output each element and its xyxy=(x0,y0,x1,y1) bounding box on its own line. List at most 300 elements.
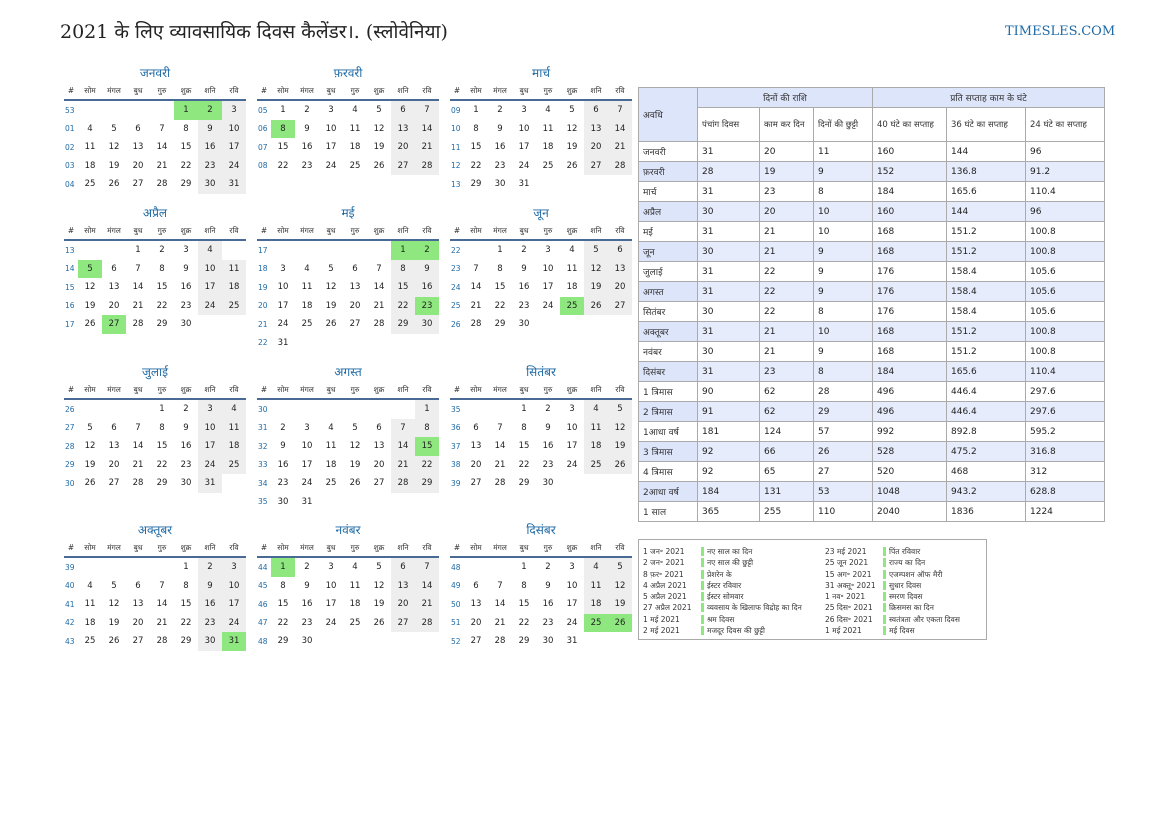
day-cell: 30 xyxy=(180,319,192,330)
weekday-header: शुक्र xyxy=(174,381,198,399)
day-cell: 19 xyxy=(349,459,361,470)
weekday-header: मंगल xyxy=(102,539,126,557)
day-cell: 6 xyxy=(352,263,358,274)
day-cell: 5 xyxy=(111,580,117,591)
holiday-item xyxy=(825,614,960,625)
day-cell xyxy=(126,557,150,577)
week-row xyxy=(257,278,439,297)
weekday-header: बुध xyxy=(126,539,150,557)
hours-group-header: प्रति सप्ताह काम के घंटे xyxy=(873,88,1105,108)
day-cell: 14 xyxy=(608,120,632,139)
day-cell: 19 xyxy=(608,437,632,456)
week-number: 32 xyxy=(258,441,268,451)
day-cell: 4 xyxy=(352,105,358,116)
day-cell: 24 xyxy=(325,617,337,628)
week-row xyxy=(257,315,439,334)
week-number: 48 xyxy=(258,636,268,646)
week-number: 39 xyxy=(451,478,461,488)
weekday-header: सोम xyxy=(271,381,295,399)
day-cell: 17 xyxy=(518,142,530,153)
weekday-header: शनि xyxy=(584,222,608,240)
day-cell: 14 xyxy=(391,437,415,456)
summary-value: 26 xyxy=(814,442,873,462)
day-cell: 3 xyxy=(545,245,551,256)
week-row xyxy=(450,595,632,614)
weekday-header: सोम xyxy=(271,539,295,557)
day-cell: 23 xyxy=(301,617,313,628)
month-calendar xyxy=(257,204,439,352)
weekday-header: गुरु xyxy=(343,539,367,557)
day-cell: 27 xyxy=(132,636,144,647)
day-cell: 4 xyxy=(584,399,608,419)
summary-value: 28 xyxy=(814,382,873,402)
week-number: 22 xyxy=(451,245,461,255)
day-cell: 22 xyxy=(156,459,168,470)
summary-value: 1836 xyxy=(947,502,1026,522)
day-cell xyxy=(295,240,319,260)
holiday-name: नए साल का दिन xyxy=(701,547,752,556)
summary-value: 446.4 xyxy=(947,382,1026,402)
week-row xyxy=(257,595,439,614)
week-number: 27 xyxy=(65,423,75,433)
day-cell xyxy=(488,399,512,419)
week-number: 38 xyxy=(451,460,461,470)
weekday-header: # xyxy=(450,222,464,240)
month-name: फ़रवरी xyxy=(333,66,363,80)
day-cell: 30 xyxy=(494,179,506,190)
summary-row xyxy=(639,242,1105,262)
week-row xyxy=(64,614,246,633)
day-cell: 20 xyxy=(108,459,120,470)
holiday-item xyxy=(825,625,960,636)
weekday-header: रवि xyxy=(608,381,632,399)
week-number: 17 xyxy=(258,245,268,255)
weekday-header: # xyxy=(450,82,464,100)
summary-row xyxy=(639,502,1105,522)
day-cell: 19 xyxy=(566,142,578,153)
day-cell: 6 xyxy=(135,123,141,134)
day-cell: 2 xyxy=(304,562,310,573)
week-number: 30 xyxy=(258,404,268,414)
day-cell xyxy=(367,493,391,512)
week-number: 35 xyxy=(451,404,461,414)
summary-value: 297.6 xyxy=(1026,382,1105,402)
summary-value: 475.2 xyxy=(947,442,1026,462)
week-row xyxy=(257,399,439,419)
day-cell: 31 xyxy=(277,337,289,348)
weekday-header: गुरु xyxy=(536,222,560,240)
day-cell: 20 xyxy=(108,300,120,311)
day-cell: 22 xyxy=(494,300,506,311)
day-cell: 15 xyxy=(518,599,530,610)
day-cell: 19 xyxy=(84,459,96,470)
day-cell: 14 xyxy=(494,441,506,452)
holiday-item xyxy=(643,625,802,636)
summary-row xyxy=(639,302,1105,322)
summary-row xyxy=(639,402,1105,422)
week-row xyxy=(450,437,632,456)
week-row xyxy=(450,100,632,120)
day-cell: 24 xyxy=(301,478,313,489)
day-cell: 25 xyxy=(542,160,554,171)
day-cell: 30 xyxy=(415,315,439,334)
week-row xyxy=(64,632,246,651)
day-cell: 19 xyxy=(608,595,632,614)
day-cell: 11 xyxy=(84,142,96,153)
day-cell: 18 xyxy=(222,278,246,297)
summary-value: 160 xyxy=(873,142,947,162)
day-cell: 16 xyxy=(518,282,530,293)
day-cell: 21 xyxy=(494,617,506,628)
day-cell: 1 xyxy=(280,105,286,116)
month-calendar xyxy=(450,204,632,334)
weekday-header: बुध xyxy=(512,381,536,399)
week-row xyxy=(257,100,439,120)
day-cell: 15 xyxy=(470,142,482,153)
week-row xyxy=(64,474,246,493)
summary-value: 184 xyxy=(873,362,947,382)
day-cell: 25 xyxy=(560,297,584,316)
day-cell: 20 xyxy=(584,138,608,157)
week-row xyxy=(64,278,246,297)
weekday-header: रवि xyxy=(222,222,246,240)
day-cell xyxy=(222,240,246,260)
day-cell: 12 xyxy=(84,441,96,452)
month-name: सितंबर xyxy=(526,365,556,379)
week-row xyxy=(450,157,632,176)
day-cell: 28 xyxy=(470,319,482,330)
summary-row xyxy=(639,282,1105,302)
day-cell: 4 xyxy=(87,580,93,591)
holiday-item xyxy=(825,569,960,580)
day-cell xyxy=(150,100,174,120)
day-cell: 23 xyxy=(198,157,222,176)
day-cell: 10 xyxy=(222,120,246,139)
holiday-date: 1 मई 2021 xyxy=(643,614,680,624)
week-number: 19 xyxy=(258,282,268,292)
week-row xyxy=(64,175,246,194)
summary-value: 10 xyxy=(814,222,873,242)
day-cell: 10 xyxy=(518,123,530,134)
day-cell xyxy=(415,493,439,512)
day-cell: 12 xyxy=(608,419,632,438)
day-cell: 28 xyxy=(373,319,385,330)
summary-row xyxy=(639,162,1105,182)
day-cell: 29 xyxy=(518,636,530,647)
holiday-item xyxy=(825,591,960,602)
holiday-name: ईस्टर सोमवार xyxy=(701,592,744,601)
day-cell: 12 xyxy=(108,599,120,610)
day-cell: 14 xyxy=(156,599,168,610)
day-cell: 14 xyxy=(470,282,482,293)
weekday-header: शुक्र xyxy=(367,222,391,240)
day-cell: 1 xyxy=(415,399,439,419)
day-cell: 24 xyxy=(222,157,246,176)
day-cell: 30 xyxy=(180,478,192,489)
summary-value: 144 xyxy=(947,142,1026,162)
day-cell: 13 xyxy=(470,599,482,610)
day-cell xyxy=(222,474,246,493)
day-cell: 1 xyxy=(183,562,189,573)
week-number: 26 xyxy=(65,404,75,414)
day-cell: 19 xyxy=(325,300,337,311)
summary-row xyxy=(639,362,1105,382)
holiday-item xyxy=(643,569,802,580)
weekday-header: गुरु xyxy=(536,539,560,557)
day-cell: 9 xyxy=(521,263,527,274)
day-cell: 8 xyxy=(415,419,439,438)
day-cell xyxy=(464,399,488,419)
weekday-header: शुक्र xyxy=(174,222,198,240)
day-cell: 26 xyxy=(108,636,120,647)
week-row xyxy=(64,240,246,260)
summary-value: 144 xyxy=(947,202,1026,222)
summary-value: 31 xyxy=(698,182,760,202)
week-number: 36 xyxy=(451,423,461,433)
day-cell: 26 xyxy=(108,179,120,190)
day-cell: 1 xyxy=(521,562,527,573)
summary-row xyxy=(639,422,1105,442)
week-number: 26 xyxy=(451,319,461,329)
day-cell: 9 xyxy=(304,580,310,591)
week-number: 13 xyxy=(65,245,75,255)
summary-value: 96 xyxy=(1026,202,1105,222)
summary-value: 31 xyxy=(698,362,760,382)
summary-value: 176 xyxy=(873,302,947,322)
weekday-header: सोम xyxy=(271,222,295,240)
weekday-header: शनि xyxy=(198,82,222,100)
day-cell: 21 xyxy=(391,456,415,475)
month-name: अगस्त xyxy=(334,365,362,379)
day-cell: 29 xyxy=(518,478,530,489)
day-cell xyxy=(415,334,439,353)
day-cell: 16 xyxy=(542,599,554,610)
day-cell: 25 xyxy=(584,456,608,475)
holiday-item xyxy=(825,557,960,568)
month-name: मई xyxy=(341,206,355,220)
week-row xyxy=(257,456,439,475)
weekday-header: रवि xyxy=(415,222,439,240)
day-cell: 4 xyxy=(222,399,246,419)
summary-value: 151.2 xyxy=(947,242,1026,262)
day-cell xyxy=(78,240,102,260)
day-cell: 23 xyxy=(180,300,192,311)
day-cell xyxy=(271,399,295,419)
period-label: मार्च xyxy=(639,182,698,202)
day-cell xyxy=(608,632,632,651)
day-cell: 1 xyxy=(497,245,503,256)
day-cell: 11 xyxy=(222,419,246,438)
day-cell: 8 xyxy=(159,422,165,433)
day-cell: 17 xyxy=(222,595,246,614)
summary-value: 184 xyxy=(873,182,947,202)
summary-value: 65 xyxy=(760,462,814,482)
week-row xyxy=(450,278,632,297)
day-cell: 28 xyxy=(415,157,439,176)
day-cell: 8 xyxy=(521,580,527,591)
day-cell: 5 xyxy=(352,422,358,433)
day-cell: 4 xyxy=(87,123,93,134)
day-cell: 21 xyxy=(132,459,144,470)
summary-value: 124 xyxy=(760,422,814,442)
summary-value: 152 xyxy=(873,162,947,182)
day-cell xyxy=(415,632,439,651)
holiday-date: 2 जन॰ 2021 xyxy=(643,558,685,568)
week-row xyxy=(257,577,439,596)
day-cell: 9 xyxy=(183,263,189,274)
site-link[interactable]: TIMESLES.COM xyxy=(1005,24,1116,39)
summary-value: 151.2 xyxy=(947,322,1026,342)
holiday-name: स्मरण दिवस xyxy=(883,592,922,601)
summary-value: 91 xyxy=(698,402,760,422)
day-cell: 2 xyxy=(415,240,439,260)
week-row xyxy=(257,557,439,577)
holiday-date: 23 मई 2021 xyxy=(825,547,867,556)
summary-value: 110 xyxy=(814,502,873,522)
weekday-header: # xyxy=(257,222,271,240)
day-cell: 29 xyxy=(415,474,439,493)
summary-value: 90 xyxy=(698,382,760,402)
weekday-header: रवि xyxy=(222,381,246,399)
weekday-header: सोम xyxy=(78,222,102,240)
day-cell xyxy=(391,632,415,651)
day-cell: 28 xyxy=(132,319,144,330)
week-row xyxy=(64,100,246,120)
summary-value: 8 xyxy=(814,302,873,322)
day-cell: 10 xyxy=(325,580,337,591)
day-cell: 19 xyxy=(584,278,608,297)
day-cell: 22 xyxy=(470,160,482,171)
day-cell: 10 xyxy=(325,123,337,134)
holiday-name: मई दिवस xyxy=(883,626,915,635)
day-cell: 6 xyxy=(391,557,415,577)
day-cell: 15 xyxy=(277,142,289,153)
holiday-name: क्रिसमस का दिन xyxy=(883,603,934,612)
week-number: 16 xyxy=(65,301,75,311)
weekday-header: शनि xyxy=(584,539,608,557)
weekday-header: गुरु xyxy=(536,381,560,399)
summary-column-header: दिनों की छुट्टी xyxy=(814,108,873,142)
day-cell: 23 xyxy=(277,478,289,489)
day-cell: 18 xyxy=(301,300,313,311)
week-row xyxy=(64,595,246,614)
summary-value: 23 xyxy=(760,182,814,202)
day-cell: 5 xyxy=(569,105,575,116)
weekday-header: शुक्र xyxy=(560,381,584,399)
summary-column-header: पंचांग दिवस xyxy=(698,108,760,142)
weekday-header: गुरु xyxy=(150,381,174,399)
week-row xyxy=(64,297,246,316)
day-cell: 30 xyxy=(542,636,554,647)
week-number: 12 xyxy=(451,161,461,171)
holiday-date: 27 अप्रैल 2021 xyxy=(643,603,692,613)
summary-value: 92 xyxy=(698,462,760,482)
day-cell: 10 xyxy=(277,282,289,293)
day-cell: 19 xyxy=(373,142,385,153)
holiday-name: ईस्टर रविवार xyxy=(701,581,741,590)
day-cell: 15 xyxy=(494,282,506,293)
day-cell: 10 xyxy=(542,263,554,274)
day-cell: 28 xyxy=(156,179,168,190)
summary-row xyxy=(639,142,1105,162)
day-cell: 3 xyxy=(198,399,222,419)
period-header: अवधि xyxy=(639,88,698,142)
day-cell: 22 xyxy=(518,617,530,628)
weekday-header: मंगल xyxy=(295,381,319,399)
month-calendar xyxy=(64,204,246,334)
day-cell: 10 xyxy=(566,580,578,591)
summary-value: 21 xyxy=(760,342,814,362)
weekday-header: रवि xyxy=(222,82,246,100)
day-cell: 17 xyxy=(566,599,578,610)
period-label: 3 त्रिमास xyxy=(639,442,698,462)
day-cell: 30 xyxy=(198,175,222,194)
day-cell: 26 xyxy=(584,297,608,316)
day-cell: 20 xyxy=(391,595,415,614)
summary-value: 30 xyxy=(698,342,760,362)
day-cell xyxy=(536,315,560,334)
day-cell: 17 xyxy=(566,441,578,452)
week-number: 01 xyxy=(65,124,75,134)
day-cell xyxy=(343,240,367,260)
day-cell xyxy=(102,100,126,120)
summary-value: 10 xyxy=(814,322,873,342)
day-cell: 12 xyxy=(584,260,608,279)
holiday-item xyxy=(825,602,960,613)
day-cell: 22 xyxy=(518,459,530,470)
day-cell: 13 xyxy=(132,599,144,610)
holiday-name: व्यवसाय के खिलाफ विद्रोह का दिन xyxy=(701,603,802,612)
weekday-header: बुध xyxy=(512,82,536,100)
holiday-name: श्रम दिवस xyxy=(701,615,734,624)
period-label: 4 त्रिमास xyxy=(639,462,698,482)
day-cell: 1 xyxy=(135,245,141,256)
week-row xyxy=(450,632,632,651)
holiday-date: 15 अग॰ 2021 xyxy=(825,569,872,579)
week-row xyxy=(257,474,439,493)
day-cell xyxy=(536,175,560,194)
weekday-header: सोम xyxy=(464,539,488,557)
week-number: 47 xyxy=(258,618,268,628)
day-cell: 5 xyxy=(376,105,382,116)
day-cell: 13 xyxy=(584,120,608,139)
day-cell: 4 xyxy=(569,245,575,256)
day-cell: 27 xyxy=(102,315,126,334)
summary-value: 9 xyxy=(814,342,873,362)
day-cell xyxy=(367,240,391,260)
day-cell: 7 xyxy=(159,123,165,134)
day-cell: 21 xyxy=(156,617,168,628)
day-cell: 15 xyxy=(415,437,439,456)
summary-value: 28 xyxy=(698,162,760,182)
day-cell xyxy=(343,632,367,651)
summary-value: 136.8 xyxy=(947,162,1026,182)
week-row xyxy=(64,456,246,475)
summary-value: 20 xyxy=(760,142,814,162)
weekday-header: शनि xyxy=(198,539,222,557)
day-cell: 28 xyxy=(391,474,415,493)
week-number: 44 xyxy=(258,562,268,572)
day-cell: 22 xyxy=(156,300,168,311)
period-label: 2आधा वर्ष xyxy=(639,482,698,502)
weekday-header: सोम xyxy=(271,82,295,100)
day-cell: 1 xyxy=(391,240,415,260)
day-cell: 15 xyxy=(180,599,192,610)
summary-value: 151.2 xyxy=(947,222,1026,242)
day-cell: 5 xyxy=(376,562,382,573)
day-cell: 9 xyxy=(280,441,286,452)
summary-value: 100.8 xyxy=(1026,242,1105,262)
